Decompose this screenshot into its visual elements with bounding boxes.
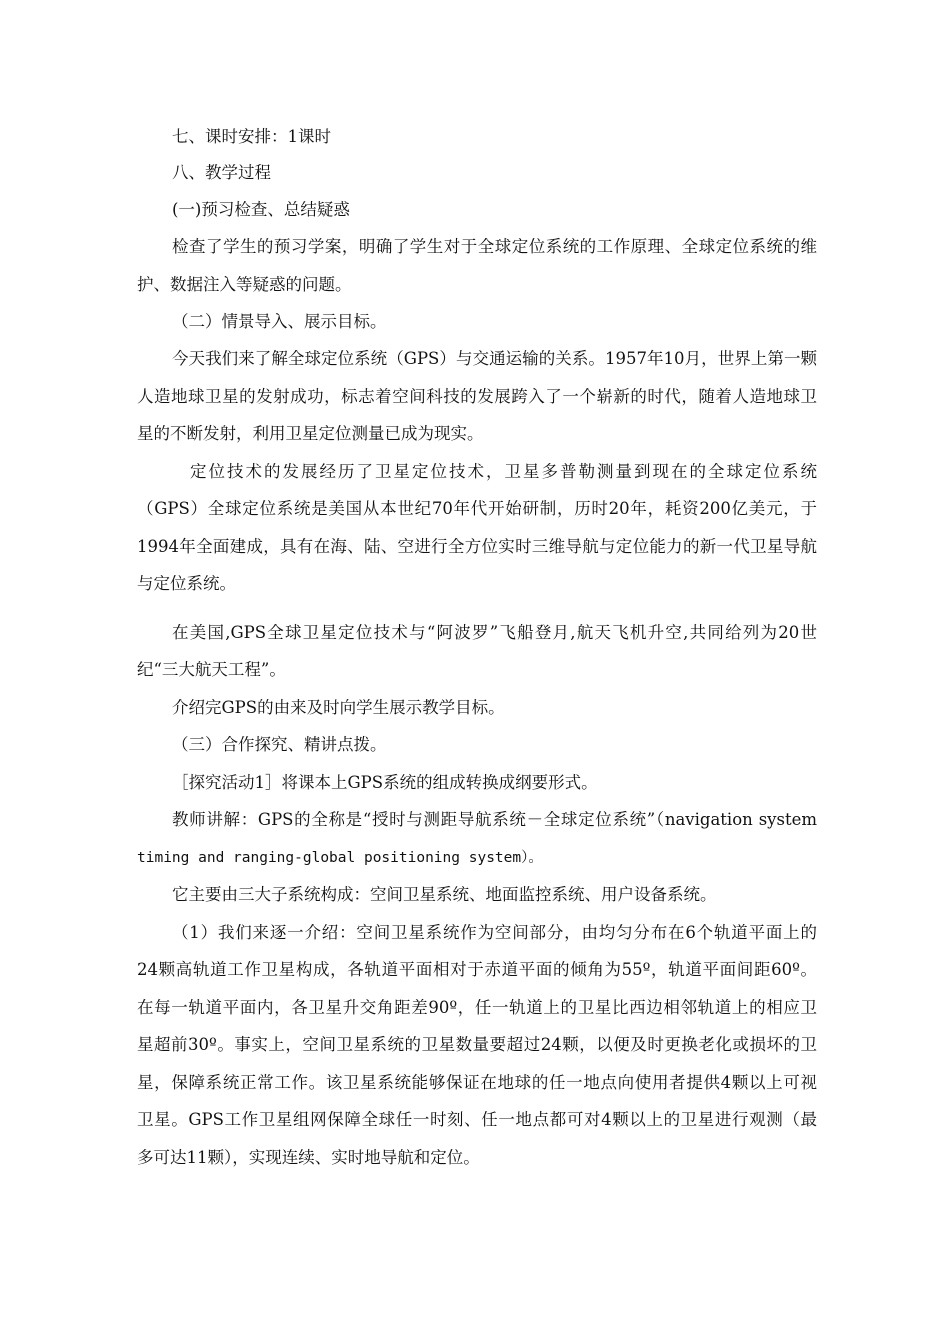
paragraph-line: 星的不断发射，利用卫星定位测量已成为现实。 (137, 424, 484, 443)
paragraph-line: 今天我们来了解全球定位系统（GPS）与交通运输的关系。1957年10月，世界上第一颗 (172, 349, 817, 368)
paragraph-line: （1）我们来逐一介绍：空间卫星系统作为空间部分，由均匀分布在6个轨道平面上的 (172, 923, 817, 942)
paragraph-line: 护、数据注入等疑惑的问题。 (137, 275, 352, 294)
paragraph-line: 在每一轨道平面内，各卫星升交角距差90º，任一轨道上的卫星比西边相邻轨道上的相应卫 (137, 998, 817, 1017)
paragraph-line: 纪“三大航天工程”。 (137, 660, 286, 679)
paragraph-line: 它主要由三大子系统构成：空间卫星系统、地面监控系统、用户设备系统。 (172, 885, 717, 904)
paragraph-line: 人造地球卫星的发射成功，标志着空间科技的发展跨入了一个崭新的时代，随着人造地球卫 (137, 387, 817, 406)
paragraph-line: timing and ranging-global positioning system）。 (137, 850, 543, 866)
section-heading-schedule: 七、课时安排：1课时 (172, 127, 331, 146)
activity-heading: ［探究活动1］将课本上GPS系统的组成转换成纲要形式。 (172, 773, 598, 792)
paragraph-line: 多可达11颗），实现连续、实时地导航和定位。 (137, 1148, 480, 1167)
paragraph-line: （GPS）全球定位系统是美国从本世纪70年代开始研制，历时20年，耗资200亿美元，于 (137, 499, 817, 518)
paragraph-line: 介绍完GPS的由来及时向学生展示教学目标。 (172, 698, 505, 717)
subsection-heading-inquiry: （三）合作探究、精讲点拨。 (172, 735, 387, 754)
section-heading-process: 八、教学过程 (172, 163, 271, 182)
paragraph-line: 星超前30º。事实上，空间卫星系统的卫星数量要超过24颗，以便及时更换老化或损坏的卫 (137, 1035, 817, 1054)
subsection-heading-preview: (一)预习检查、总结疑惑 (172, 200, 350, 219)
paragraph-line: 卫星。GPS工作卫星组网保障全球任一时刻、任一地点都可对4颗以上的卫星进行观测（最 (137, 1110, 817, 1129)
subsection-heading-intro: （二）情景导入、展示目标。 (172, 312, 387, 331)
paragraph-line: 在美国,GPS全球卫星定位技术与“阿波罗”飞船登月,航天飞机升空,共同给列为20世 (172, 623, 817, 642)
paragraph-line: 与定位系统。 (137, 574, 236, 593)
paragraph-line: 星，保障系统正常工作。该卫星系统能够保证在地球的任一地点向使用者提供4颗以上可视 (137, 1073, 817, 1092)
paragraph-line: 教师讲解：GPS的全称是“授时与测距导航系统－全球定位系统”（navigation system (172, 810, 817, 829)
paragraph-line: 24颗高轨道工作卫星构成，各轨道平面相对于赤道平面的倾角为55º，轨道平面间距60º。 (137, 960, 817, 979)
paragraph-line: 定位技术的发展经历了卫星定位技术，卫星多普勒测量到现在的全球定位系统 (190, 462, 817, 481)
paragraph-line: 1994年全面建成，具有在海、陆、空进行全方位实时三维导航与定位能力的新一代卫星导航 (137, 537, 817, 556)
paragraph-line: 检查了学生的预习学案，明确了学生对于全球定位系统的工作原理、全球定位系统的维 (172, 237, 817, 256)
